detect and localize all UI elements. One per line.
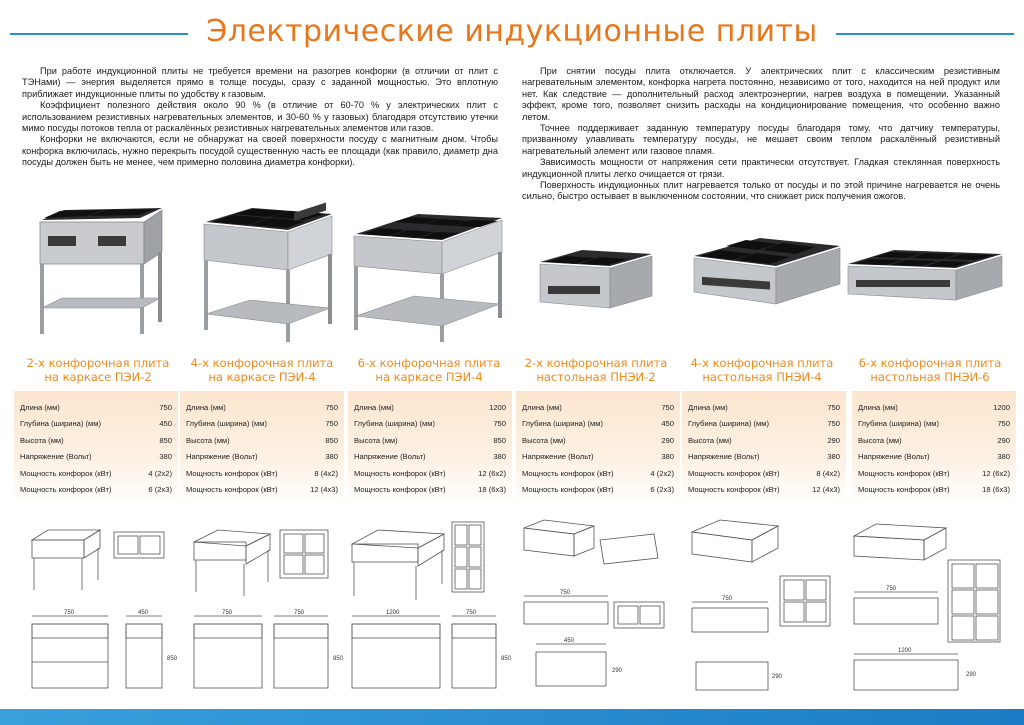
paragraph: При снятии посуды плита отключается. У электрических плит с классическим резистивным нагревательным элементом, конфорка нагрета постоянно, независимо от того, находится на ней продукт или нет. Как следствие — дополнительный расход электроэнергии, нагрев воздуха в помещении. Указанный эффект, кроме того, позволяет снизить расходы на кондиционирование помещения, что особенно важно летом. <box>522 66 1000 122</box>
technical-drawing-pnei-2 <box>514 512 680 710</box>
product-caption: 6-х конфорочная плита на каркасе ПЭИ-4 <box>357 356 501 384</box>
dimension-label: 750 <box>722 596 733 602</box>
product-photo-pei-4 <box>192 200 352 350</box>
dimension-label: 1200 <box>898 648 912 654</box>
product-caption: 4-х конфорочная плита настольная ПНЭИ-4 <box>690 356 834 384</box>
product-photo-pnei-6 <box>846 200 1006 350</box>
technical-drawing-pnei-6 <box>850 512 1016 710</box>
paragraph: Конфорки не включаются, если не обнаружат на своей поверхности посуду с магнитным дном. Чтобы конфорка включилась, нужно перекрыть посудой существенную часть ее площади (как правило, диаметр дна посуды должен быть не менее, чем примерно половина диаметра конфорки). <box>22 134 498 168</box>
spec-table: Длина (мм) 750 Глубина (ширина) (мм) 450 Высота (мм) 850 Напряжение (Вольт) 380 Мощность конфорок (кВт) 4 (2х2) Мощность конфорок (кВт) 6 (2х3) <box>14 391 178 505</box>
dimension-label: 750 <box>64 610 75 616</box>
product-caption: 2-х конфорочная плита на каркасе ПЭИ-2 <box>26 356 170 384</box>
spec-table: Длина (мм) 750 Глубина (ширина) (мм) 750 Высота (мм) 850 Напряжение (Вольт) 380 Мощность конфорок (кВт) 8 (4х2) Мощность конфорок (кВт) 12 (4х3) <box>180 391 344 505</box>
text-column-left <box>22 66 498 169</box>
product-caption: 2-х конфорочная плита настольная ПНЭИ-2 <box>524 356 668 384</box>
dimension-label: 750 <box>886 586 897 592</box>
product-photo-pnei-4 <box>690 200 850 350</box>
paragraph: Зависимость мощности от напряжения сети практически отсутствует. Гладкая стеклянная поверхность индукционной плиты легко очищается от грязи. <box>522 157 1000 179</box>
product-caption: 4-х конфорочная плита на каркасе ПЭИ-4 <box>190 356 334 384</box>
dimension-label: 450 <box>564 638 575 644</box>
paragraph: Поверхность индукционных плит нагревается только от посуды и по этой причине нагревается не очень сильно, быстро остывает в выключенном состоянии, что снижает риск получения ожогов. <box>522 180 1000 202</box>
footer-bar <box>0 709 1024 725</box>
dimension-label: 1200 <box>386 610 400 616</box>
product-photo-pnei-2 <box>528 200 688 350</box>
paragraph: При работе индукционной плиты не требуется времени на разогрев конфорки (в отличии от плит с ТЭНами) — энергия выделяется прямо в толще посуды, сразу с заданной мощностью. Это вплотную приближает индукционные плиты по удобству к газовым. <box>22 66 498 99</box>
product-photo-pei-2 <box>28 200 188 350</box>
dimension-label: 290 <box>966 672 977 678</box>
technical-drawing-pei-2 <box>14 512 180 710</box>
spec-table: Длина (мм) 750 Глубина (ширина) (мм) 450 Высота (мм) 290 Напряжение (Вольт) 380 Мощность конфорок (кВт) 4 (2х2) Мощность конфорок (кВт) 6 (2х3) <box>516 391 680 505</box>
title-rule-right <box>836 33 1014 35</box>
paragraph: Коэффициент полезного действия около 90 % (в отличие от 60-70 % у электрических плит с использованием резистивных нагревательных элементов, и 30-60 % у газовых) благодаря отсутствию утечки мимо посуды потоков тепла от раскалённых резистивных нагревательных элементов или газов. <box>22 100 498 134</box>
dimension-label: 290 <box>772 674 783 680</box>
product-caption: 6-х конфорочная плита настольная ПНЭИ-6 <box>858 356 1002 384</box>
technical-drawing-pnei-4 <box>682 512 848 710</box>
text-column-right <box>522 66 1000 203</box>
dimension-label: 750 <box>560 590 571 596</box>
dimension-label: 750 <box>294 610 305 616</box>
dimension-label: 290 <box>612 668 623 674</box>
dimension-label: 850 <box>333 656 344 662</box>
paragraph: Точнее поддерживает заданную температуру посуды благодаря тому, что датчику температуры, призванному улавливать температуру посуды, не мешает своим теплом раскалённый резистивный нагревательный элемент или газовое пламя. <box>522 123 1000 156</box>
technical-drawing-pei-4 <box>180 512 346 710</box>
spec-table: Длина (мм) 1200 Глубина (ширина) (мм) 750 Высота (мм) 290 Напряжение (Вольт) 380 Мощность конфорок (кВт) 12 (6х2) Мощность конфорок (кВт) 18 (6х3) <box>852 391 1016 505</box>
spec-table: Длина (мм) 1200 Глубина (ширина) (мм) 750 Высота (мм) 850 Напряжение (Вольт) 380 Мощность конфорок (кВт) 12 (6х2) Мощность конфорок (кВт) 18 (6х3) <box>348 391 512 505</box>
dimension-label: 850 <box>501 656 512 662</box>
page-title: Электрические индукционные плиты <box>206 14 818 49</box>
dimension-label: 750 <box>466 610 477 616</box>
technical-drawing-pei-6 <box>348 512 514 710</box>
dimension-label: 750 <box>222 610 233 616</box>
header <box>0 14 1024 54</box>
title-rule-left <box>10 33 188 35</box>
dimension-label: 850 <box>167 656 178 662</box>
spec-table: Длина (мм) 750 Глубина (ширина) (мм) 750 Высота (мм) 290 Напряжение (Вольт) 380 Мощность конфорок (кВт) 8 (4х2) Мощность конфорок (кВт) 12 (4х3) <box>682 391 846 505</box>
product-photo-pei-6 <box>352 200 512 350</box>
dimension-label: 450 <box>138 610 149 616</box>
